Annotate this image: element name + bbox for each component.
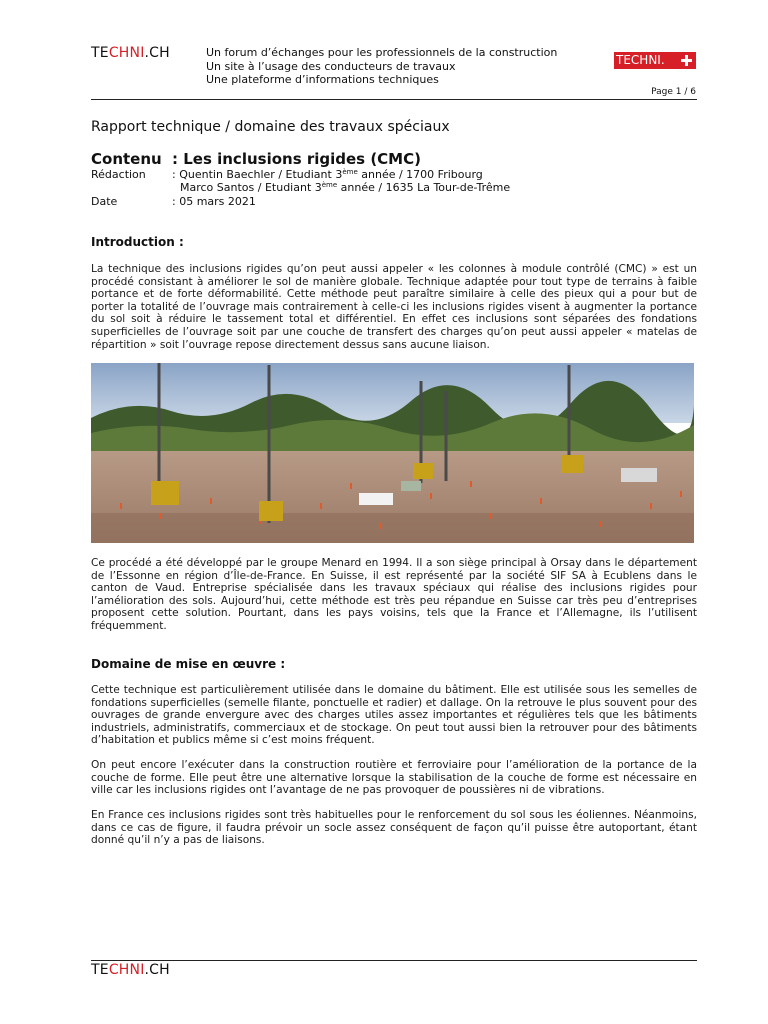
footer-logo-part2: CHNI: [108, 962, 145, 978]
tagline-site: Un site à l’usage des conducteurs de travaux: [206, 59, 456, 73]
page-number: Page 1 / 6: [651, 87, 696, 97]
redaction-label: Rédaction: [91, 168, 146, 181]
introduction-paragraph-2: Ce procédé a été développé par le groupe Menard en 1994. Il a son siège principal à Orsay dans le département de l’Essonne en région d’Île-de-France. En Suisse, il est représenté par la société SIF SA à Ecublens dans le canton de Vaud. Entreprise spécialisée dans les travaux spéciaux qui réalise des inclusions rigides pour l’amélioration des sols. Aujourd’hui, cette méthode est très peu répandue en Suisse car très peu d’entreprises proposent cette solution. Pourtant, dans les pays voisins, tels que la France et l’Allemagne, ils l’utilisent fréquemment.: [91, 557, 697, 632]
author-2-sup: ème: [321, 181, 338, 189]
introduction-heading: Introduction :: [91, 235, 184, 249]
introduction-paragraph-1: La technique des inclusions rigides qu’on peut aussi appeler « les colonnes à module contrôlé (CMC) » est un procédé consistant à améliorer le sol de manière globale. Technique adaptée pour tout type de terrains à faible portance et de forte déformabilité. Cette méthode peut paraître similaire à celle des pieux qui a pour but de porter la totalité de l’ouvrage mais contrairement à celle-ci les inclusions rigides visent à augmenter la portance du sol soit à réduire le tassement total et différentiel. En effet ces inclusions sont séparées des fondations superficielles de l’ouvrage soit par une couche de transfert des charges qu’on peut aussi appeler « matelas de répartition » soit l’ouvrage repose directement dessus sans aucune liaison.: [91, 263, 697, 351]
domaine-paragraph-3: En France ces inclusions rigides sont très habituelles pour le renforcement du sol sous les éoliennes. Néanmoins, dans ce cas de figure, il faudra prévoir un socle assez conséquent de façon qu’il puisse être autoportant, étant donné qu’il n’y a pas de liaisons.: [91, 809, 697, 847]
logo-part1: TE: [91, 45, 109, 61]
domaine-heading: Domaine de mise en œuvre :: [91, 657, 286, 671]
tagline-forum: Un forum d’échanges pour les professionnels de la construction: [206, 46, 558, 59]
footer-logo-part1: TE: [91, 962, 109, 978]
date-value: : 05 mars 2021: [172, 195, 256, 208]
content-title: [91, 150, 421, 168]
content-label: Contenu: [91, 150, 162, 168]
domaine-paragraph-2: On peut encore l’exécuter dans la construction routière et ferroviaire pour l’amélioration de la portance de la couche de forme. Elle peut être une alternative lorsque la stabilisation de la couche de forme est nécessaire en ville car les inclusions rigides ont l’avantage de ne pas provoquer de poussières ni de vibrations.: [91, 759, 697, 797]
header-taglines: [206, 46, 557, 87]
domaine-paragraph-1: Cette technique est particulièrement utilisée dans le domaine du bâtiment. Elle est utilisée sous les semelles de fondations superficielles (semelle filante, ponctuelle et radier) et dallage. On la retrouve le plus souvent pour des ouvrages de grande envergure avec des charges utiles assez importantes et régulières tels que les bâtiments industriels, administratifs, commerciaux et de stockage. On peut tout aussi bien la retrouver pour des bâtiments d’habitation et publics même si c’est moins fréquent.: [91, 684, 697, 747]
author-1-post: année / 1700 Fribourg: [357, 168, 483, 181]
date-label: Date: [91, 195, 118, 208]
author-1-sup: ème: [342, 168, 358, 176]
author-1-pre: : Quentin Baechler / Etudiant 3: [172, 168, 343, 181]
footer-logo-part3: .CH: [144, 962, 170, 978]
author-2: [180, 181, 510, 194]
swiss-cross-icon: [680, 54, 693, 67]
header-divider: [91, 99, 697, 100]
footer-divider: [91, 960, 697, 961]
author-2-post: année / 1635 La Tour-de-Trême: [337, 181, 511, 194]
construction-site-photo: [91, 363, 694, 543]
logo-part3: .CH: [144, 45, 170, 61]
techni-logo: [91, 45, 170, 61]
author-2-pre: Marco Santos / Etudiant 3: [180, 181, 322, 194]
tagline-platform: Une plateforme d’informations techniques: [206, 73, 439, 86]
author-1: [172, 168, 483, 181]
logo-part2: CHNI: [108, 45, 145, 61]
badge-label: TECHNI.: [616, 53, 665, 67]
content-value: : Les inclusions rigides (CMC): [172, 150, 421, 168]
report-title: Rapport technique / domaine des travaux spéciaux: [91, 119, 450, 135]
techni-swiss-badge: [614, 52, 696, 69]
footer-techni-logo: [91, 962, 170, 978]
